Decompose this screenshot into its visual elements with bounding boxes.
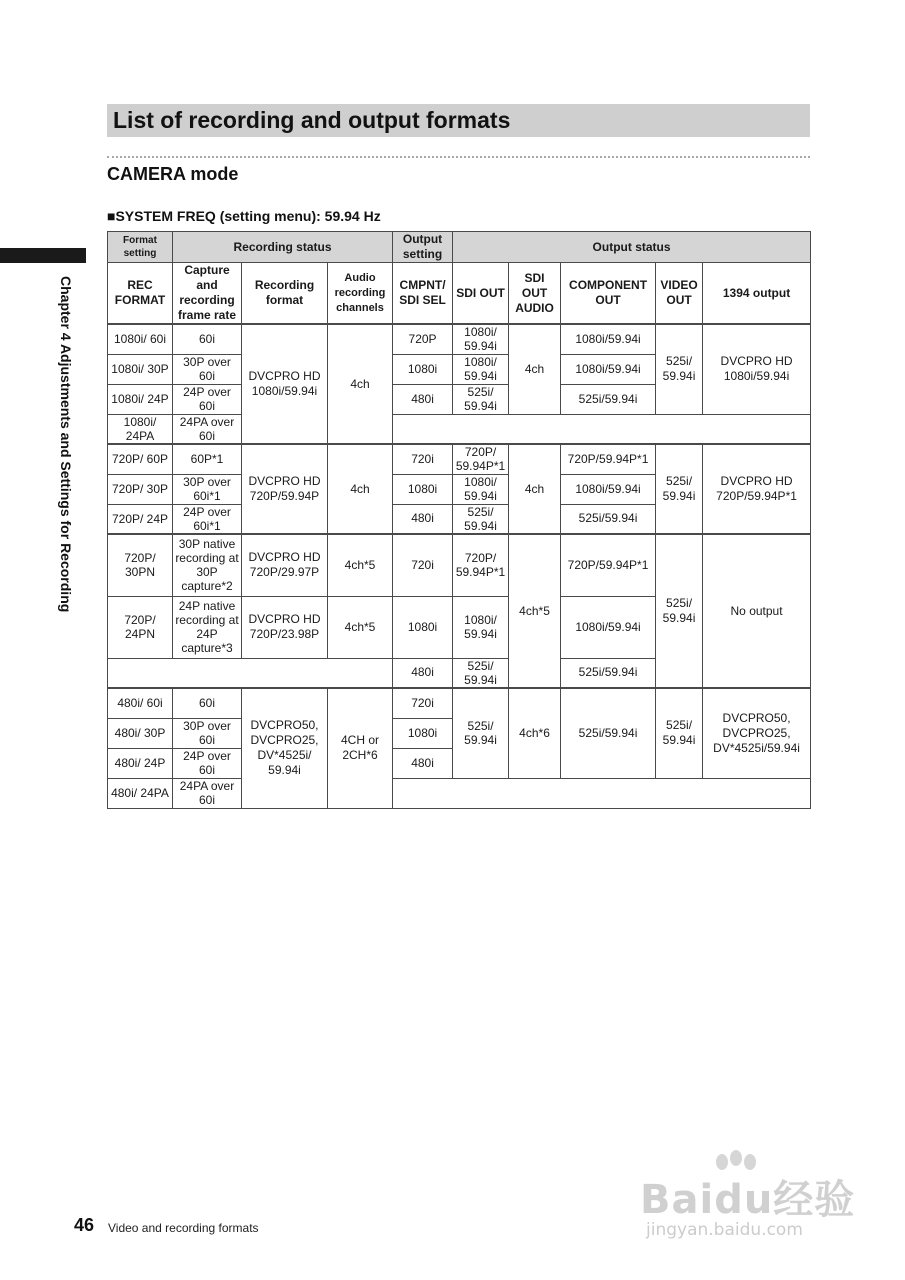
cell-sdi-out: 1080i/ 59.94i: [453, 474, 509, 504]
cell-rec-format: 720P/ 24P: [108, 504, 173, 534]
cell-component-out: 720P/59.94P*1: [561, 444, 656, 474]
cell-component-out: 720P/59.94P*1: [561, 534, 656, 596]
cell-sdi-sel: 1080i: [393, 354, 453, 384]
cell-sdi-out: 1080i/ 59.94i: [453, 324, 509, 354]
cell-capture: 24P native recording at 24P capture*3: [173, 596, 242, 658]
cell-rec-format: 1080i/ 60i: [108, 324, 173, 354]
cell-recording-format: DVCPRO HD 1080i/59.94i: [242, 324, 328, 444]
cell-component-out: 525i/59.94i: [561, 688, 656, 778]
col-capture: Capture and recording frame rate: [173, 263, 242, 325]
cell-audio: 4CH or 2CH*6: [328, 688, 393, 808]
cell-empty: [108, 658, 393, 688]
cell-capture: 24PA over 60i: [173, 778, 242, 808]
cell-sdi-sel: 480i: [393, 384, 453, 414]
page-number: 46: [74, 1215, 95, 1235]
chapter-side-label: Chapter 4 Adjustments and Settings for Recording: [58, 276, 74, 613]
cell-rec-format: 720P/ 30P: [108, 474, 173, 504]
cell-rec-format: 720P/ 60P: [108, 444, 173, 474]
cell-sdi-sel: 1080i: [393, 474, 453, 504]
cell-capture: 24P over 60i*1: [173, 504, 242, 534]
table-row: [108, 778, 811, 808]
chapter-tab-marker: [0, 248, 86, 263]
table-row: [108, 414, 811, 444]
table-row: [108, 444, 811, 474]
column-header-row: [108, 263, 811, 325]
cell-rec-format: 1080i/ 24PA: [108, 414, 173, 444]
cell-sdi-sel: 720i: [393, 444, 453, 474]
cell-component-out: 1080i/59.94i: [561, 324, 656, 354]
cell-sdi-out: 720P/ 59.94P*1: [453, 534, 509, 596]
cell-sdi-audio: 4ch: [509, 324, 561, 414]
cell-sdi-sel: 720i: [393, 688, 453, 718]
cell-component-out: 1080i/59.94i: [561, 474, 656, 504]
cell-recording-format: DVCPRO HD 720P/59.94P: [242, 444, 328, 534]
col-rec-format: REC FORMAT: [108, 263, 173, 325]
cell-sdi-audio: 4ch: [509, 444, 561, 534]
cell-capture: 60P*1: [173, 444, 242, 474]
footer-label: Video and recording formats: [108, 1221, 259, 1235]
cell-sdi-sel: 720i: [393, 534, 453, 596]
cell-audio: 4ch*5: [328, 534, 393, 596]
cell-video-out: 525i/ 59.94i: [656, 534, 703, 688]
cell-component-out: 1080i/59.94i: [561, 596, 656, 658]
cell-component-out: 1080i/59.94i: [561, 354, 656, 384]
watermark: [640, 1150, 860, 1250]
cell-sdi-sel: 480i: [393, 504, 453, 534]
cell-rec-format: 1080i/ 30P: [108, 354, 173, 384]
cell-sdi-out: 525i/ 59.94i: [453, 504, 509, 534]
cell-capture: 30P native recording at 30P capture*2: [173, 534, 242, 596]
cell-sdi-sel: 1080i: [393, 596, 453, 658]
cell-sdi-out: 525i/ 59.94i: [453, 384, 509, 414]
page-heading: List of recording and output formats: [107, 104, 810, 137]
formats-table: [107, 231, 811, 809]
col-video-out: VIDEO OUT: [656, 263, 703, 325]
cell-1394-output: No output: [703, 534, 811, 688]
cell-capture: 30P over 60i*1: [173, 474, 242, 504]
recording-status-header: Recording status: [173, 232, 393, 263]
cell-1394-output: DVCPRO HD 720P/59.94P*1: [703, 444, 811, 534]
table-row: [108, 688, 811, 718]
cell-component-out: 525i/59.94i: [561, 658, 656, 688]
cell-sdi-out: 525i/ 59.94i: [453, 658, 509, 688]
section-title: CAMERA mode: [107, 164, 239, 184]
cell-component-out: 525i/59.94i: [561, 504, 656, 534]
cell-recording-format: DVCPRO HD 720P/29.97P: [242, 534, 328, 596]
cell-rec-format: 480i/ 60i: [108, 688, 173, 718]
col-1394-output: 1394 output: [703, 263, 811, 325]
cell-capture: 24PA over 60i: [173, 414, 242, 444]
col-component-out: COMPONENT OUT: [561, 263, 656, 325]
cell-capture: 24P over 60i: [173, 384, 242, 414]
cell-capture: 60i: [173, 688, 242, 718]
cell-recording-format: DVCPRO HD 720P/23.98P: [242, 596, 328, 658]
format-setting-header: Format setting: [108, 232, 173, 263]
subsection-title: ■SYSTEM FREQ (setting menu): 59.94 Hz: [107, 208, 381, 224]
cell-rec-format: 720P/ 30PN: [108, 534, 173, 596]
output-setting-header: Output setting: [393, 232, 453, 263]
cell-capture: 24P over 60i: [173, 748, 242, 778]
cell-audio: 4ch: [328, 324, 393, 444]
cell-sdi-sel: 720P: [393, 324, 453, 354]
cell-capture: 60i: [173, 324, 242, 354]
cell-empty: [393, 778, 811, 808]
col-sdi-out-audio: SDI OUT AUDIO: [509, 263, 561, 325]
cell-sdi-sel: 1080i: [393, 718, 453, 748]
watermark-url: jingyan.baidu.com: [646, 1220, 803, 1240]
cell-1394-output: DVCPRO50, DVCPRO25, DV*4525i/59.94i: [703, 688, 811, 778]
col-sdi-out: SDI OUT: [453, 263, 509, 325]
cell-recording-format: DVCPRO50, DVCPRO25, DV*4525i/ 59.94i: [242, 688, 328, 808]
cell-video-out: 525i/ 59.94i: [656, 444, 703, 534]
watermark-logo-text: Baidu经验: [640, 1177, 856, 1223]
col-cmpnt-sdi-sel: CMPNT/ SDI SEL: [393, 263, 453, 325]
col-recording-format: Recording format: [242, 263, 328, 325]
cell-sdi-audio: 4ch*5: [509, 534, 561, 688]
cell-rec-format: 480i/ 24PA: [108, 778, 173, 808]
cell-rec-format: 1080i/ 24P: [108, 384, 173, 414]
cell-capture: 30P over 60i: [173, 354, 242, 384]
dotted-divider: [107, 156, 810, 158]
cell-sdi-out: 720P/ 59.94P*1: [453, 444, 509, 474]
cell-audio: 4ch: [328, 444, 393, 534]
cell-component-out: 525i/59.94i: [561, 384, 656, 414]
group-header-row: [108, 232, 811, 263]
cell-sdi-sel: 480i: [393, 748, 453, 778]
cell-sdi-out: 525i/ 59.94i: [453, 688, 509, 778]
cell-empty: [393, 414, 811, 444]
cell-sdi-audio: 4ch*6: [509, 688, 561, 778]
cell-rec-format: 720P/ 24PN: [108, 596, 173, 658]
cell-1394-output: DVCPRO HD 1080i/59.94i: [703, 324, 811, 414]
cell-rec-format: 480i/ 24P: [108, 748, 173, 778]
col-audio: Audio recording channels: [328, 263, 393, 325]
cell-sdi-sel: 480i: [393, 658, 453, 688]
table-row: [108, 534, 811, 596]
cell-sdi-out: 1080i/ 59.94i: [453, 354, 509, 384]
cell-video-out: 525i/ 59.94i: [656, 324, 703, 414]
table-row: [108, 324, 811, 354]
cell-rec-format: 480i/ 30P: [108, 718, 173, 748]
cell-sdi-out: 1080i/ 59.94i: [453, 596, 509, 658]
cell-video-out: 525i/ 59.94i: [656, 688, 703, 778]
output-status-header: Output status: [453, 232, 811, 263]
cell-audio: 4ch*5: [328, 596, 393, 658]
cell-capture: 30P over 60i: [173, 718, 242, 748]
